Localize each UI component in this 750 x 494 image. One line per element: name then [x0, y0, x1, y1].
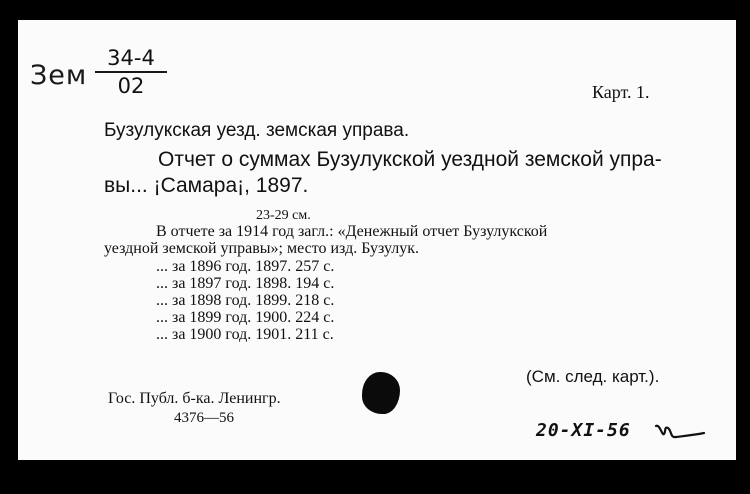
note-line-2: уездной земской управы»; место изд. Бузулук.	[104, 240, 420, 257]
title-line-2: вы... ¡Самара¡, 1897.	[104, 174, 309, 197]
card-number: Карт. 1.	[592, 82, 650, 102]
institution-heading: Бузулукская уезд. земская управа.	[104, 120, 410, 141]
shelf-code-numerator: 34-4	[107, 46, 155, 70]
title-line-1: Отчет о суммах Бузулукской уездной земской упра-	[158, 148, 662, 171]
stamp-date: 20-XI-56	[536, 420, 631, 441]
note-line-1: В отчете за 1914 год загл.: «Денежный отчет Бузулукской	[156, 223, 548, 240]
issues-list	[156, 258, 334, 343]
catalog-card	[18, 20, 736, 460]
inventory-number: 4376—56	[174, 410, 234, 426]
issue-item: ... за 1897 год. 1898. 194 с.	[156, 275, 335, 292]
size-note: 23-29 см.	[256, 208, 311, 223]
library-name: Гос. Публ. б-ка. Ленингр.	[108, 390, 281, 407]
issue-item: ... за 1899 год. 1900. 224 с.	[156, 309, 335, 326]
shelf-code-fraction	[91, 45, 171, 99]
shelf-code-prefix: Зем	[30, 60, 88, 91]
issue-item: ... за 1900 год. 1901. 211 с.	[156, 326, 334, 343]
signature-mark	[654, 422, 706, 442]
ink-blot	[362, 372, 400, 414]
continuation-note: (См. след. карт.).	[526, 367, 660, 386]
issue-item: ... за 1898 год. 1899. 218 с.	[156, 292, 335, 309]
shelf-code-denominator: 02	[117, 74, 145, 98]
issue-item: ... за 1896 год. 1897. 257 с.	[156, 258, 335, 275]
